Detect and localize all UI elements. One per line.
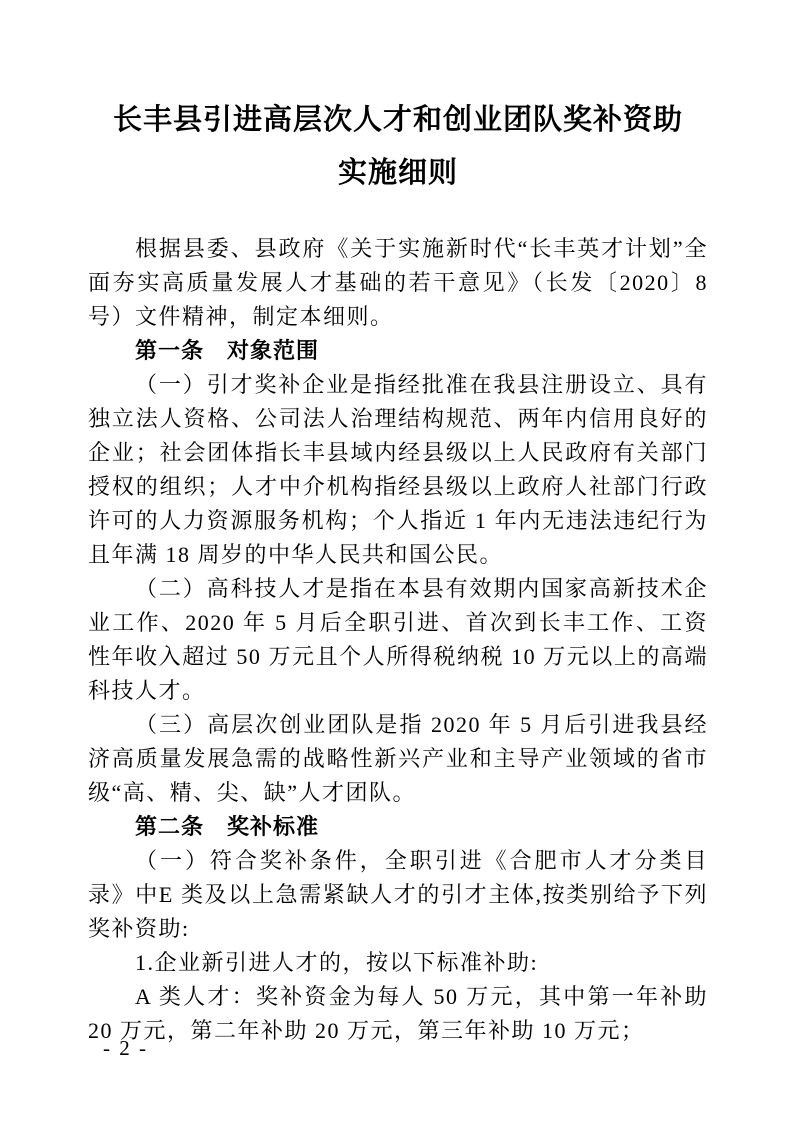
heading-article-2: 第二条 奖补标准 bbox=[135, 814, 320, 839]
page-number: - 2 - bbox=[103, 1036, 148, 1060]
paragraph-article2-item1: （一）符合奖补条件，全职引进《合肥市人才分类目录》中E 类及以上急需紧缺人才的引才主体,按类别给予下列奖补资助: bbox=[88, 848, 708, 941]
paragraph-article1-item1: （一）引才奖补企业是指经批准在我县注册设立、具有独立法人资格、公司法人治理结构规范、两年内信用良好的企业；社会团体指长丰县域内经县级以上人民政府有关部门授权的组织；人才中介机构指经县级以上政府人社部门行政许可的人力资源服务机构；个人指近 1 年内无违法违纪行为且年满 18 周岁的中华人民共和国公民。 bbox=[88, 372, 708, 567]
paragraph-article2-sub1: 1.企业新引进人才的，按以下标准补助: bbox=[135, 950, 539, 975]
title-line-2: 实施细则 bbox=[337, 157, 458, 189]
heading-article-1: 第一条 对象范围 bbox=[135, 338, 320, 363]
title-line-1: 长丰县引进高层次人才和创业团队奖补资助 bbox=[112, 104, 683, 136]
document-title bbox=[88, 94, 708, 200]
paragraph-article2-class-a: A 类人才：奖补资金为每人 50 万元，其中第一年补助 20 万元，第二年补助 20 万元，第三年补助 10 万元； bbox=[88, 984, 708, 1043]
paragraph-article1-item2: （二）高科技人才是指在本县有效期内国家高新技术企业工作、2020 年 5 月后全职引进、首次到长丰工作、工资性年收入超过 50 万元且个人所得税纳税 10 万元以上的高端科技人才。 bbox=[88, 576, 708, 703]
document-body bbox=[88, 232, 708, 1048]
paragraph-basis: 根据县委、县政府《关于实施新时代“长丰英才计划”全面夯实高质量发展人才基础的若干意见》（长发〔2020〕8 号）文件精神，制定本细则。 bbox=[88, 236, 708, 329]
paragraph-article1-item3: （三）高层次创业团队是指 2020 年 5 月后引进我县经济高质量发展急需的战略性新兴产业和主导产业领域的省市级“高、精、尖、缺”人才团队。 bbox=[88, 712, 708, 805]
